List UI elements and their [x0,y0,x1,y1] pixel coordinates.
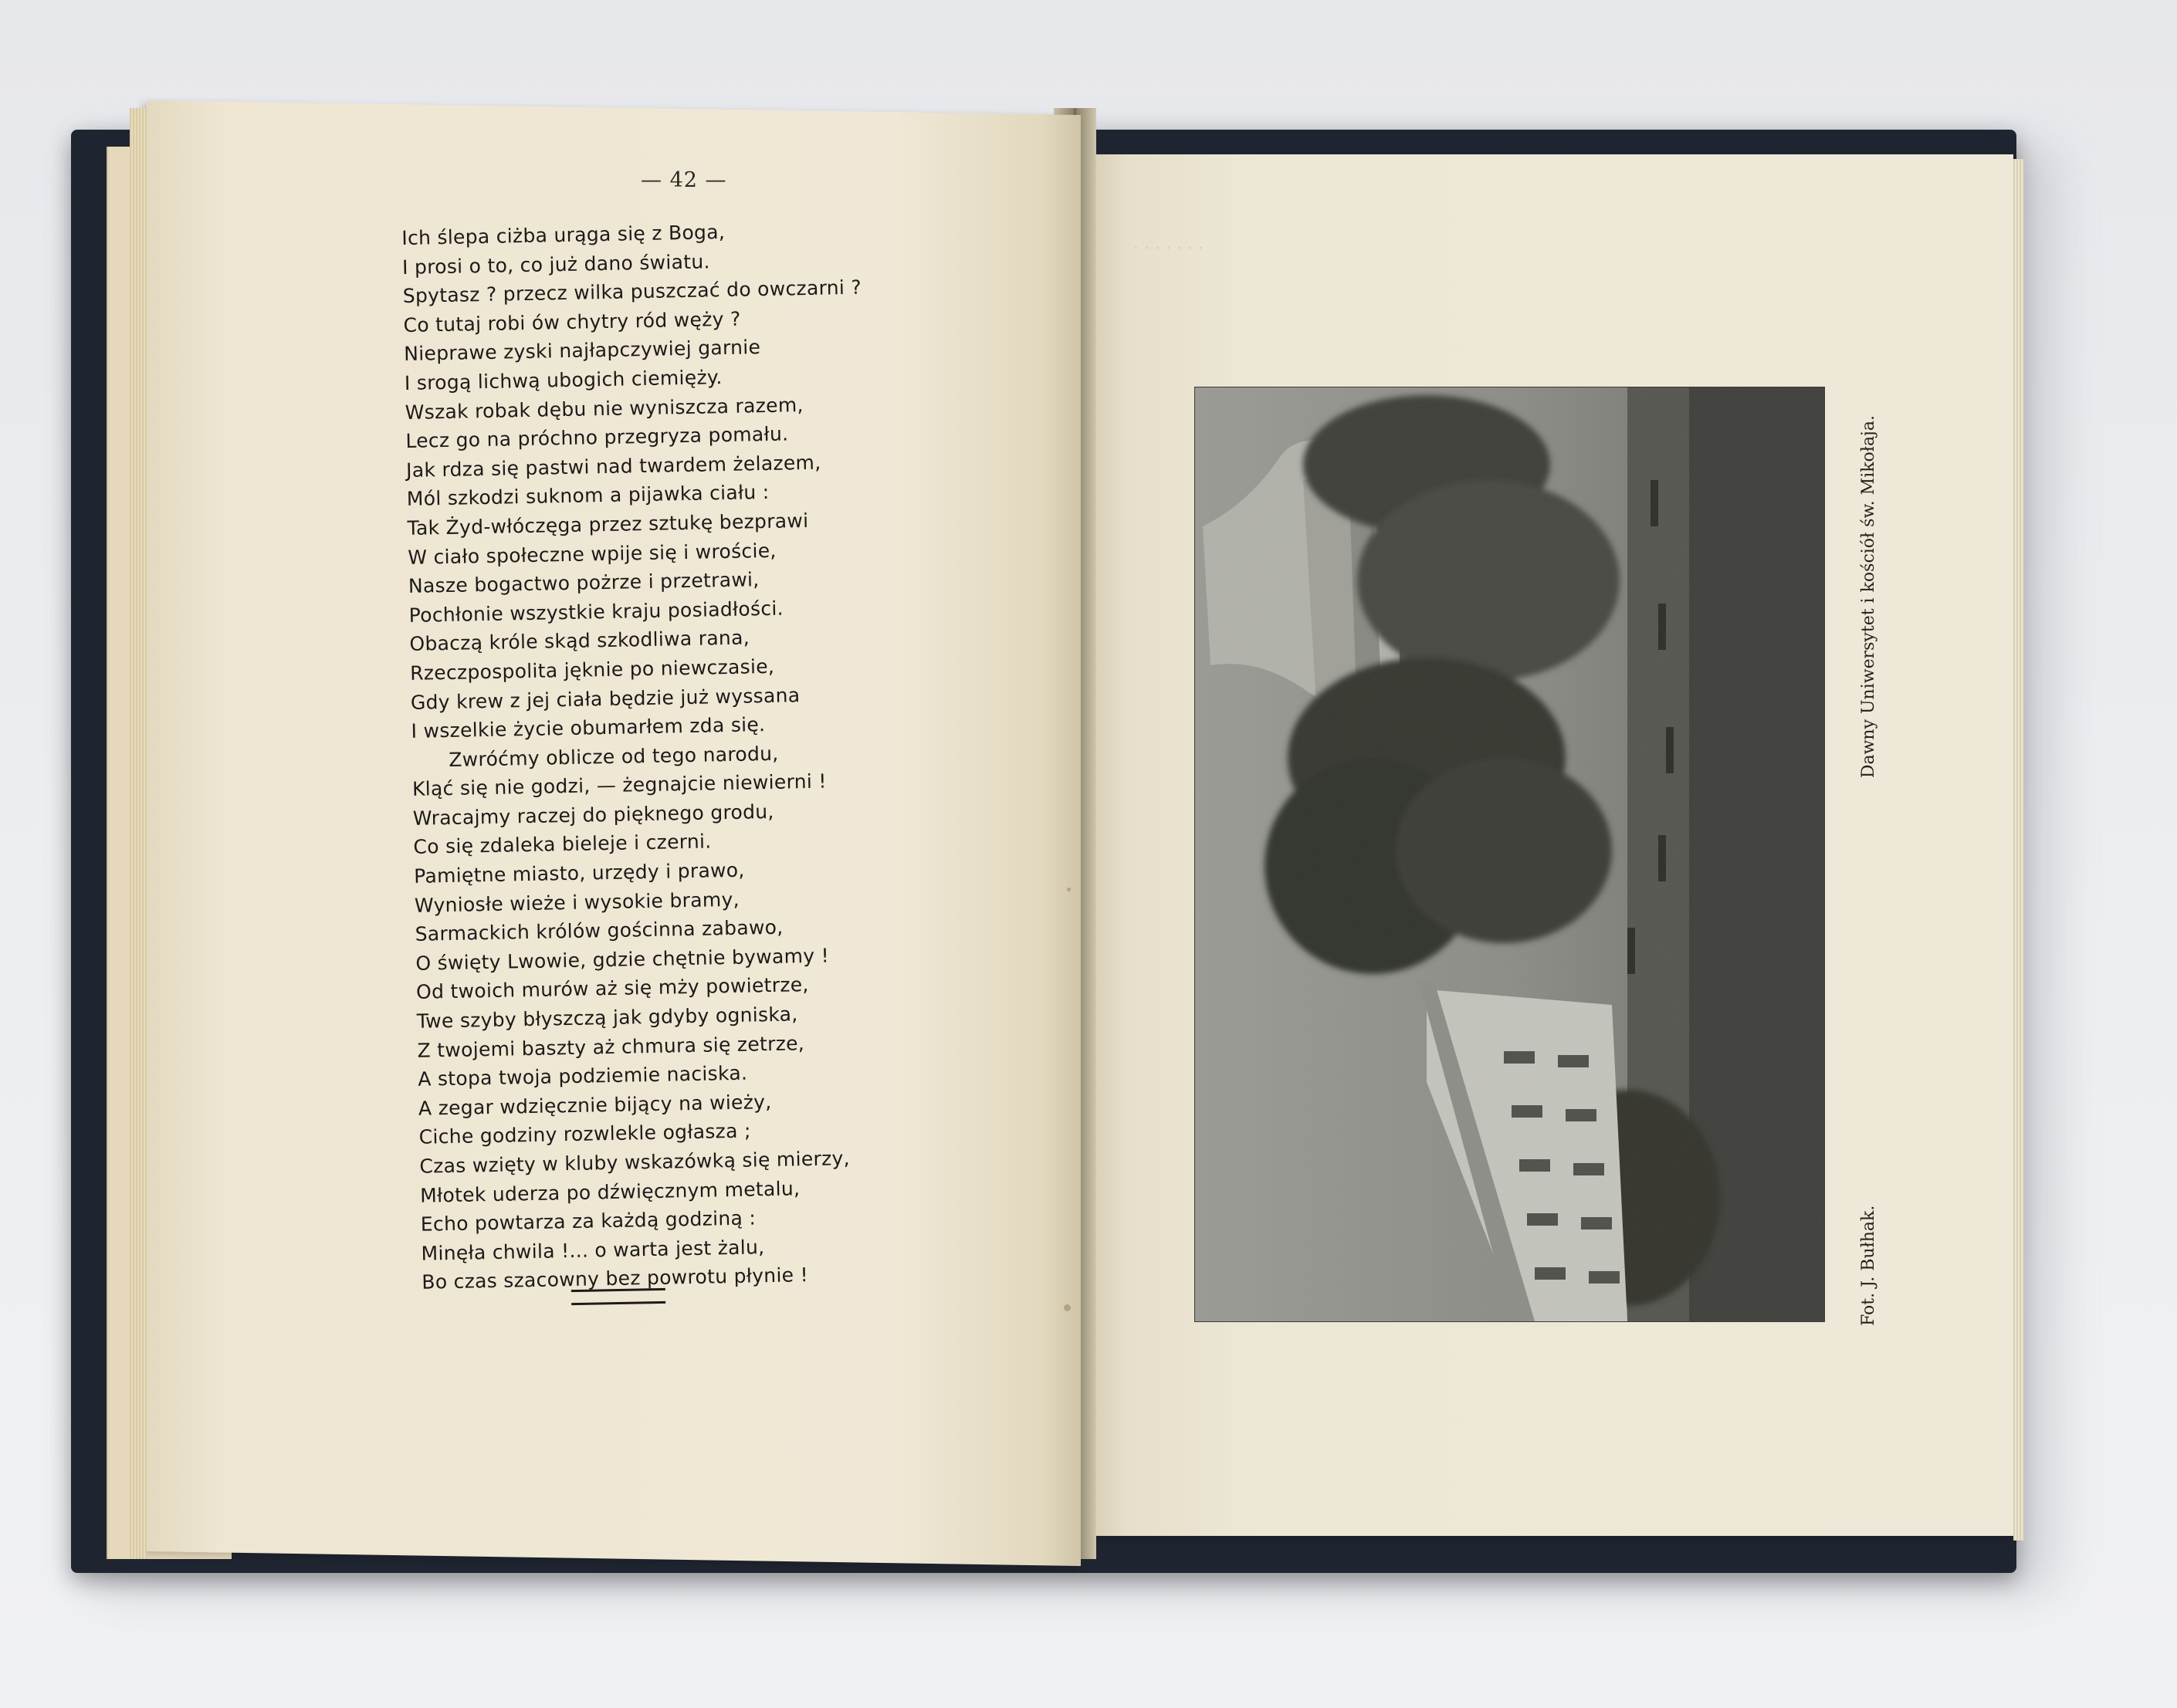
poem-line: Gdy krew z jej ciała będzie już wyssana [410,683,801,714]
poem-line: Czas wzięty w kluby wskazówką się mierzy, [419,1147,851,1178]
poem-line: Rzeczpospolita jęknie po niewczasie, [409,654,775,685]
page-number: — 42 — [641,168,727,192]
poem-line: Ich ślepa ciżba urąga się z Boga, [401,220,726,249]
poem-line: Pamiętne miasto, urzędy i prawo, [413,858,745,888]
poem-line: Młotek uderza po dźwięcznym metalu, [419,1176,801,1207]
poem-line: Wyniosłe wieże i wysokie bramy, [414,888,740,917]
photo-credit: Fot. J. Bułhak. [1859,1205,1878,1326]
foxing-spot [1064,1304,1071,1311]
poem-line: O święty Lwowie, gdzie chętnie bywamy ! [415,944,830,975]
poem-line: Wracajmy raczej do pięknego grodu, [412,800,774,830]
photo-caption-strip [1859,415,1878,1326]
poem-line: Spytasz ? przecz wilka puszczać do owczarni ? [402,276,862,308]
show-through-text: · · · · · · · [1133,239,1204,259]
poem-line: Tak Żyd-włóczęga przez sztukę bezprawi [407,509,809,539]
poem-line: I srogą lichwą ubogich ciemięży. [404,366,723,394]
poem-line: Co tutaj robi ów chytry ród węży ? [403,307,741,337]
photograph-university-church [1195,387,1824,1321]
poem-line: Zwróćmy oblicze od tego narodu, [449,742,779,771]
poem-line: Bo czas szacowny bez powrotu płynie ! [422,1263,809,1294]
poem-line: Mól szkodzi suknom a pijawka ciału : [406,481,770,511]
foxing-spot [1067,888,1071,891]
poem-line: Obaczą króle skąd szkodliwa rana, [409,626,750,656]
poem-line: I prosi o to, co już dano światu. [401,249,711,279]
photo-caption: Dawny Uniwersytet i kościół św. Mikołaja. [1859,415,1878,779]
photograph-image [1195,387,1824,1321]
poem-line: Twe szyby błyszczą jak gdyby ogniska, [416,1003,798,1033]
poem-line: A stopa twoja podziemie naciska. [418,1061,748,1091]
poem-line: Echo powtarza za każdą godziną : [420,1206,757,1236]
poem-line: Nieprawe zyski najłapczywiej garnie [403,336,761,366]
poem-line: Ciche godziny rozwlekle ogłasza ; [418,1119,751,1149]
poem-line: Sarmackich królów gościnna zabawo, [415,915,784,946]
poem-line: Z twojemi baszty aż chmura się zetrze, [417,1031,805,1062]
end-rule [571,1288,665,1305]
poem-line: I wszelkie życie obumarłem zda się. [411,713,766,742]
poem-line: W ciało społeczne wpije się i wroście, [408,539,777,569]
poem-line: Pochłonie wszystkie kraju posiadłości. [408,597,784,627]
poem-line: Lecz go na próchno przegryza pomału. [405,422,789,453]
poem-line: Od twoich murów aż się mży powietrze, [415,973,809,1004]
poem-text [401,212,1040,1297]
poem-line: Minęła chwila !... o warta jest żalu, [421,1235,765,1265]
poem-line: Wszak robak dębu nie wyniszcza razem, [405,393,804,424]
poem-line: Co się zdaleka bieleje i czerni. [413,830,712,859]
poem-line: Nasze bogactwo pożrze i przetrawi, [408,568,760,598]
poem-line: A zegar wdzięcznie bijący na wieży, [418,1090,772,1120]
poem-line: Jak rdza się pastwi nad twardem żelazem, [405,451,821,482]
poem-line: Kląć się nie godzi, — żegnajcie niewierni ! [411,769,827,801]
